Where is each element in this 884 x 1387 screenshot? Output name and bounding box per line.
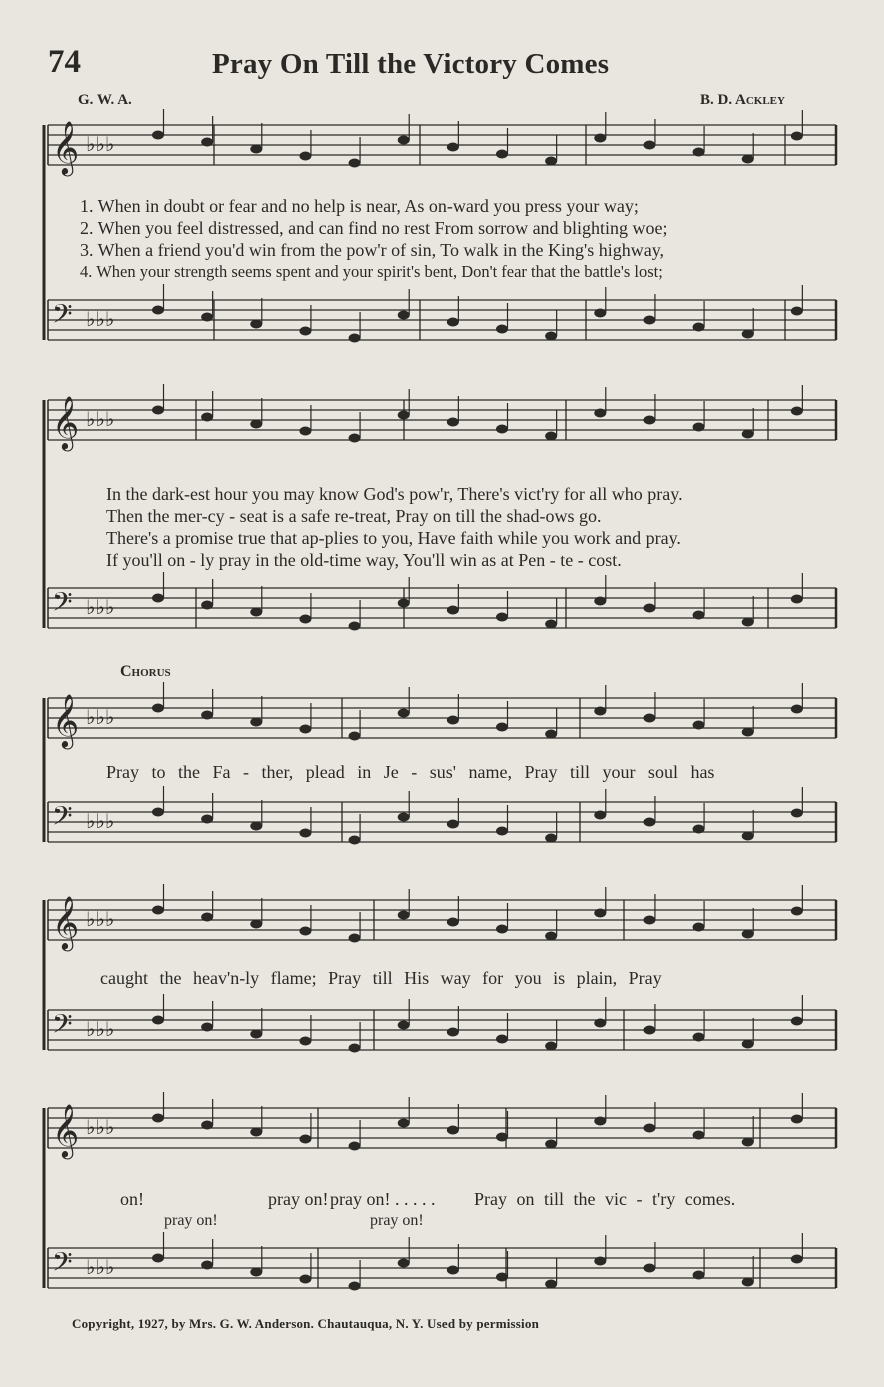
note-head xyxy=(545,1140,557,1149)
key-signature-flats: ♭♭♭ xyxy=(86,307,115,331)
note-head xyxy=(398,411,410,420)
treble-clef-icon: 𝄞 xyxy=(52,895,80,949)
note-head xyxy=(643,916,655,925)
note-head xyxy=(349,934,361,943)
note-head xyxy=(594,309,606,318)
note-head xyxy=(299,927,311,936)
note-head xyxy=(742,618,754,627)
note-head xyxy=(742,430,754,439)
note-head xyxy=(594,707,606,716)
treble-clef-icon: 𝄞 xyxy=(52,1103,80,1157)
note-head xyxy=(201,913,213,922)
note-head xyxy=(447,606,459,615)
verse-3-line-1: 3. When a friend you'd win from the pow'r of sin, To walk in the King's highway, xyxy=(80,240,665,260)
note-head xyxy=(447,418,459,427)
note-head xyxy=(299,1037,311,1046)
note-head xyxy=(201,815,213,824)
note-head xyxy=(152,131,164,140)
note-head xyxy=(545,1042,557,1051)
note-head xyxy=(693,323,705,332)
note-head xyxy=(250,145,262,154)
note-head xyxy=(152,1016,164,1025)
key-signature-flats: ♭♭♭ xyxy=(86,1255,115,1279)
note-head xyxy=(299,152,311,161)
note-head xyxy=(398,1259,410,1268)
note-head xyxy=(496,1273,508,1282)
note-head xyxy=(398,136,410,145)
bass-clef-icon: 𝄢 xyxy=(52,586,73,624)
key-signature-flats: ♭♭♭ xyxy=(86,1017,115,1041)
note-head xyxy=(447,143,459,152)
note-head xyxy=(643,818,655,827)
bass-clef-icon: 𝄢 xyxy=(52,1246,73,1284)
note-head xyxy=(201,1121,213,1130)
note-head xyxy=(791,595,803,604)
verse-3-line-2: There's a promise true that ap-plies to you, Have faith while you work and pray. xyxy=(106,528,681,548)
hymn-title: Pray On Till the Victory Comes xyxy=(212,48,610,80)
note-head xyxy=(693,721,705,730)
note-head xyxy=(545,730,557,739)
note-head xyxy=(496,723,508,732)
note-head xyxy=(496,827,508,836)
note-head xyxy=(643,141,655,150)
bass-clef-icon: 𝄢 xyxy=(52,298,73,336)
note-head xyxy=(447,716,459,725)
note-head xyxy=(152,1254,164,1263)
note-head xyxy=(349,1282,361,1291)
note-head xyxy=(594,811,606,820)
note-head xyxy=(447,820,459,829)
note-head xyxy=(791,1017,803,1026)
note-head xyxy=(643,604,655,613)
note-head xyxy=(152,1114,164,1123)
note-head xyxy=(693,1271,705,1280)
note-head xyxy=(594,1117,606,1126)
note-head xyxy=(693,148,705,157)
key-signature-flats: ♭♭♭ xyxy=(86,809,115,833)
note-head xyxy=(545,834,557,843)
verse-1-line-1: 1. When in doubt or fear and no help is near, As on-ward you press your way; xyxy=(80,196,639,216)
note-head xyxy=(545,332,557,341)
note-head xyxy=(791,1255,803,1264)
key-signature-flats: ♭♭♭ xyxy=(86,407,115,431)
note-head xyxy=(250,920,262,929)
note-head xyxy=(594,597,606,606)
note-head xyxy=(643,316,655,325)
verse-1-line-2: In the dark-est hour you may know God's pow'r, There's vict'ry for all who pray. xyxy=(106,484,683,504)
note-head xyxy=(299,1275,311,1284)
note-head xyxy=(398,1119,410,1128)
note-head xyxy=(643,416,655,425)
note-head xyxy=(496,613,508,622)
note-head xyxy=(152,808,164,817)
composer-name: B. D. Ackley xyxy=(700,92,785,108)
hymn-number: 74 xyxy=(48,44,81,80)
note-head xyxy=(398,813,410,822)
note-head xyxy=(496,925,508,934)
note-head xyxy=(398,911,410,920)
note-head xyxy=(693,423,705,432)
chorus-echo-1: pray on! xyxy=(164,1212,218,1229)
note-head xyxy=(496,1133,508,1142)
note-head xyxy=(447,1266,459,1275)
note-head xyxy=(791,407,803,416)
chorus-label: Chorus xyxy=(120,663,171,680)
note-head xyxy=(299,327,311,336)
note-head xyxy=(201,1023,213,1032)
treble-clef-icon: 𝄞 xyxy=(52,120,80,174)
note-head xyxy=(742,1138,754,1147)
note-head xyxy=(299,829,311,838)
note-head xyxy=(250,1268,262,1277)
note-head xyxy=(496,325,508,334)
note-head xyxy=(299,1135,311,1144)
verse-2-line-2: Then the mer-cy - seat is a safe re-treat, Pray on till the shad-ows go. xyxy=(106,506,602,526)
note-head xyxy=(643,1264,655,1273)
key-signature-flats: ♭♭♭ xyxy=(86,132,115,156)
note-head xyxy=(742,330,754,339)
note-head xyxy=(545,157,557,166)
note-head xyxy=(742,1278,754,1287)
note-head xyxy=(299,427,311,436)
note-head xyxy=(594,1257,606,1266)
note-head xyxy=(545,432,557,441)
note-head xyxy=(791,907,803,916)
bass-clef-icon: 𝄢 xyxy=(52,1008,73,1046)
note-head xyxy=(742,728,754,737)
note-head xyxy=(447,1028,459,1037)
note-head xyxy=(594,409,606,418)
note-head xyxy=(201,413,213,422)
note-head xyxy=(152,306,164,315)
author-initials: G. W. A. xyxy=(78,92,132,108)
key-signature-flats: ♭♭♭ xyxy=(86,705,115,729)
note-head xyxy=(349,159,361,168)
note-head xyxy=(152,594,164,603)
note-head xyxy=(201,711,213,720)
chorus-line-3-part-2: pray on! xyxy=(268,1189,329,1209)
treble-clef-icon: 𝄞 xyxy=(52,395,80,449)
treble-clef-icon: 𝄞 xyxy=(52,693,80,747)
chorus-line-3-part-4: Pray on till the vic - t'ry comes. xyxy=(474,1189,736,1209)
note-head xyxy=(398,709,410,718)
note-head xyxy=(398,599,410,608)
verse-4-line-2: If you'll on - ly pray in the old-time way, You'll win as at Pen - te - cost. xyxy=(106,550,622,570)
note-head xyxy=(349,732,361,741)
note-head xyxy=(545,932,557,941)
note-head xyxy=(201,1261,213,1270)
note-head xyxy=(152,704,164,713)
note-head xyxy=(152,406,164,415)
note-head xyxy=(791,1115,803,1124)
note-head xyxy=(201,601,213,610)
key-signature-flats: ♭♭♭ xyxy=(86,595,115,619)
verse-4-line-1: 4. When your strength seems spent and your spirit's bent, Don't fear that the battle's lost; xyxy=(80,262,663,281)
note-head xyxy=(643,714,655,723)
note-head xyxy=(643,1124,655,1133)
note-head xyxy=(250,320,262,329)
note-head xyxy=(594,134,606,143)
note-head xyxy=(250,608,262,617)
note-head xyxy=(545,1280,557,1289)
note-head xyxy=(545,620,557,629)
chorus-line-1: Pray to the Fa - ther, plead in Je - sus' name, Pray till your soul has xyxy=(106,762,715,782)
note-head xyxy=(349,334,361,343)
bass-clef-icon: 𝄢 xyxy=(52,800,73,838)
note-head xyxy=(693,923,705,932)
note-head xyxy=(742,1040,754,1049)
chorus-line-3-part-1: on! xyxy=(120,1189,144,1209)
note-head xyxy=(643,1026,655,1035)
note-head xyxy=(250,822,262,831)
note-head xyxy=(447,318,459,327)
note-head xyxy=(349,434,361,443)
note-head xyxy=(299,615,311,624)
note-head xyxy=(201,138,213,147)
chorus-echo-2: pray on! xyxy=(370,1212,424,1229)
note-head xyxy=(594,1019,606,1028)
verse-2-line-1: 2. When you feel distressed, and can find no rest From sorrow and blighting woe; xyxy=(80,218,668,238)
note-head xyxy=(496,1035,508,1044)
note-head xyxy=(594,909,606,918)
note-head xyxy=(349,1044,361,1053)
key-signature-flats: ♭♭♭ xyxy=(86,907,115,931)
note-head xyxy=(496,150,508,159)
note-head xyxy=(693,611,705,620)
note-head xyxy=(250,420,262,429)
note-head xyxy=(299,725,311,734)
note-head xyxy=(250,1128,262,1137)
copyright-notice: Copyright, 1927, by Mrs. G. W. Anderson. Chautauqua, N. Y. Used by permission xyxy=(72,1316,539,1331)
note-head xyxy=(201,313,213,322)
note-head xyxy=(398,1021,410,1030)
chorus-line-3-part-3: pray on! . . . . . xyxy=(330,1189,436,1209)
note-head xyxy=(791,809,803,818)
note-head xyxy=(250,718,262,727)
note-head xyxy=(742,930,754,939)
note-head xyxy=(693,1033,705,1042)
note-head xyxy=(152,906,164,915)
note-head xyxy=(791,132,803,141)
note-head xyxy=(693,1131,705,1140)
note-head xyxy=(250,1030,262,1039)
note-head xyxy=(398,311,410,320)
note-head xyxy=(349,622,361,631)
key-signature-flats: ♭♭♭ xyxy=(86,1115,115,1139)
chorus-line-2: caught the heav'n-ly flame; Pray till His way for you is plain, Pray xyxy=(100,968,662,988)
note-head xyxy=(447,1126,459,1135)
note-head xyxy=(447,918,459,927)
note-head xyxy=(742,832,754,841)
note-head xyxy=(496,425,508,434)
note-head xyxy=(349,836,361,845)
note-head xyxy=(742,155,754,164)
note-head xyxy=(693,825,705,834)
note-head xyxy=(349,1142,361,1151)
note-head xyxy=(791,705,803,714)
note-head xyxy=(791,307,803,316)
